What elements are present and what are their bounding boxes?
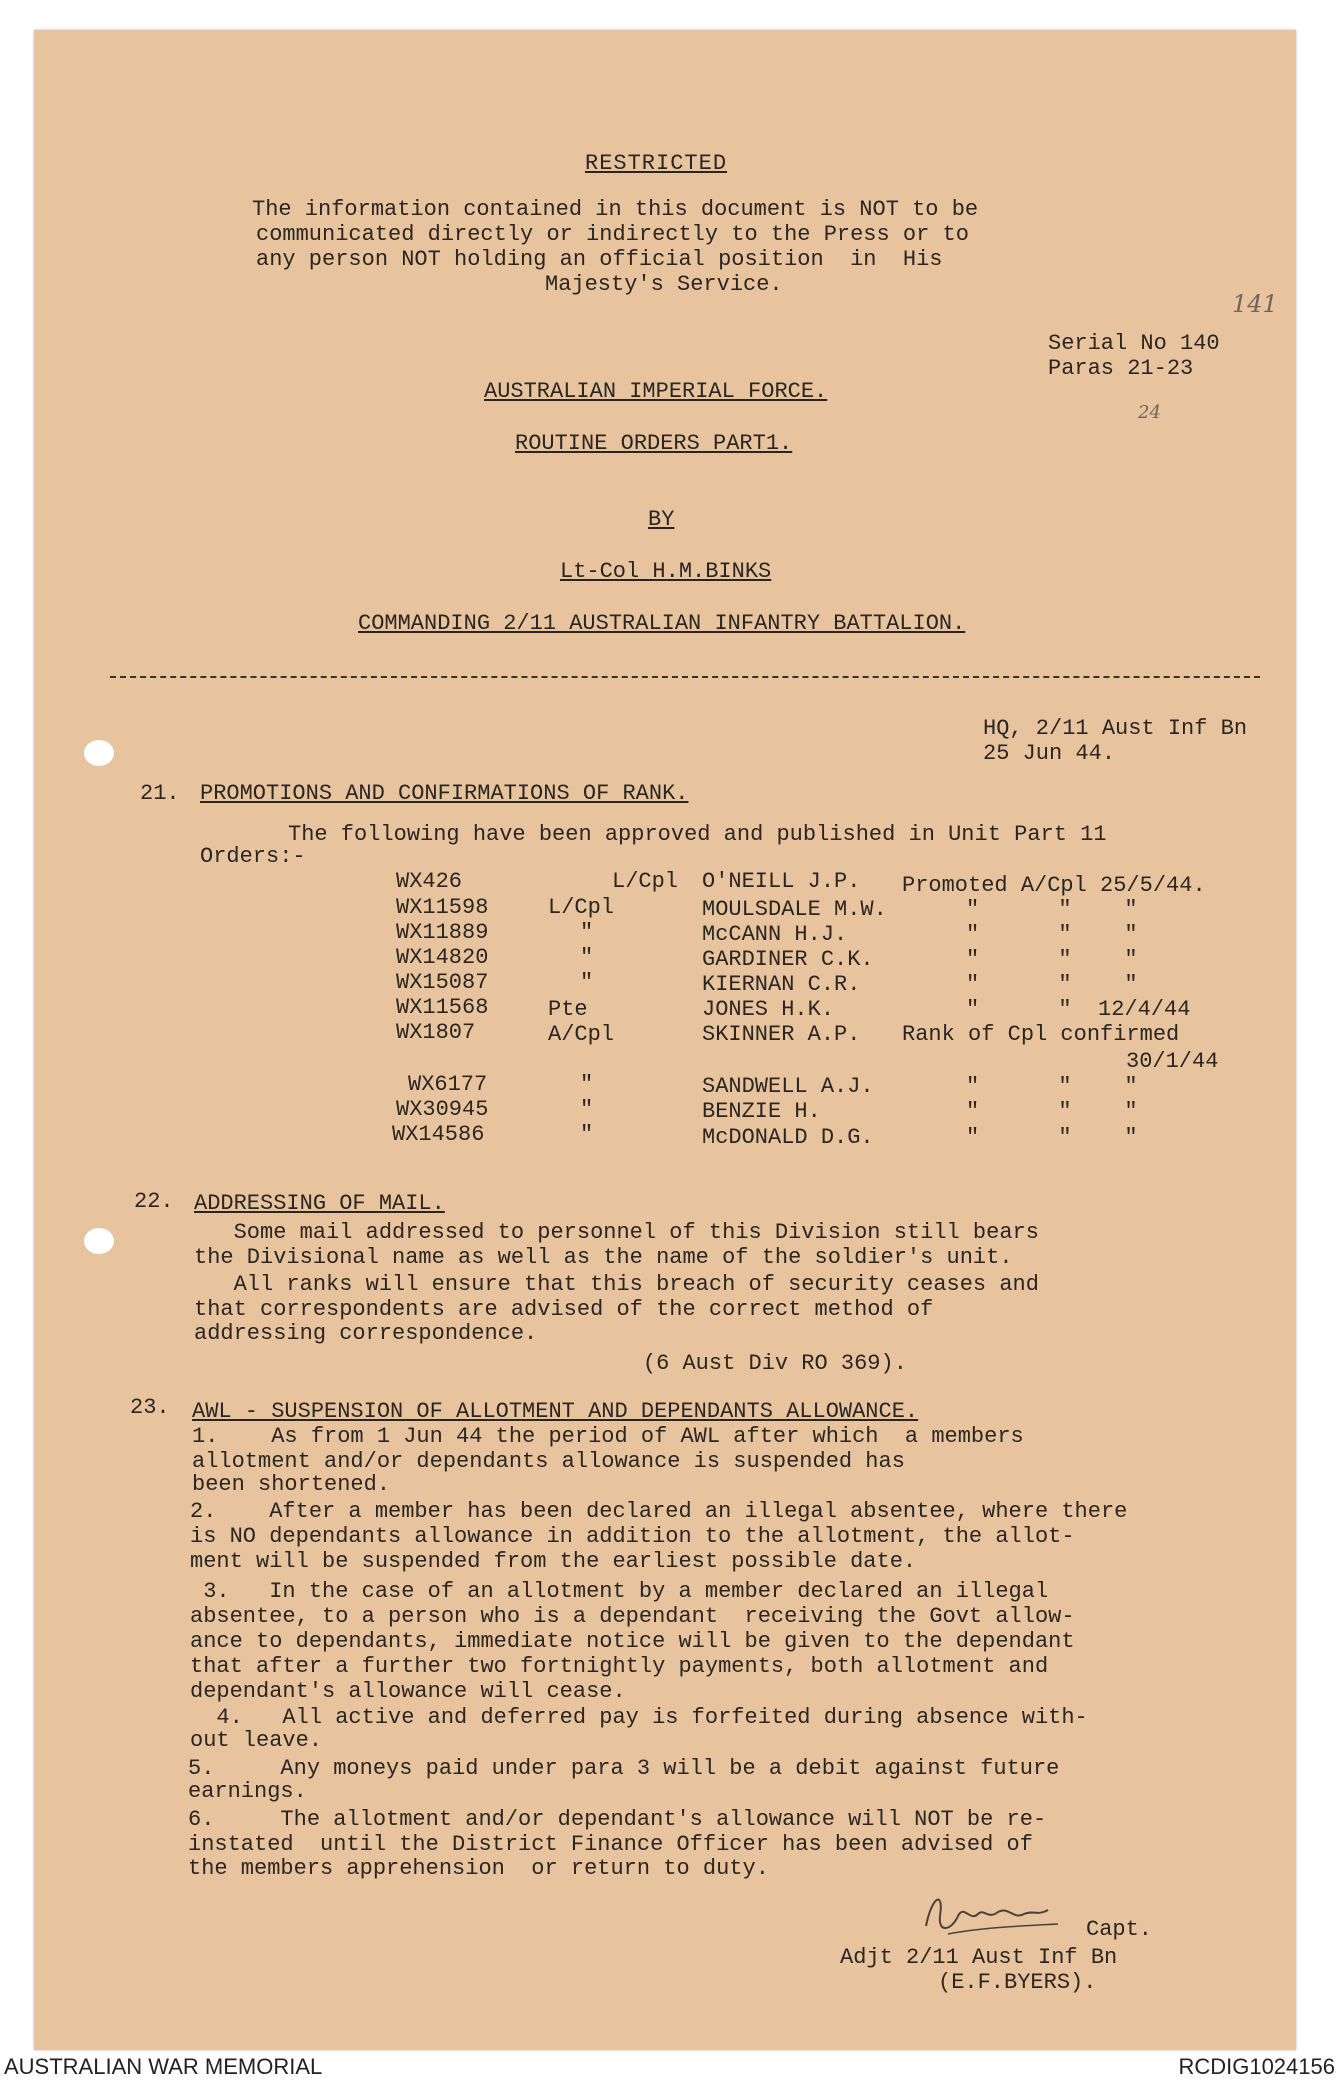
- rank: L/Cpl: [612, 869, 679, 894]
- archive-name: AUSTRALIAN WAR MEMORIAL: [4, 2054, 323, 2079]
- soldier-name: KIERNAN C.R.: [702, 972, 861, 997]
- service-number: WX426: [396, 869, 463, 894]
- para-23-line: earnings.: [188, 1779, 307, 1804]
- action: Rank of Cpl confirmed: [902, 1022, 1180, 1047]
- action: " " ": [966, 922, 1138, 947]
- action: " " ": [966, 947, 1138, 972]
- handwritten-141: 141: [1232, 290, 1278, 318]
- action: " " ": [966, 972, 1138, 997]
- service-number: WX11598: [396, 895, 489, 920]
- rank: ": [580, 920, 594, 945]
- handwritten-signature: [918, 1886, 1078, 1946]
- service-number: WX11568: [396, 995, 489, 1020]
- para-21-intro-cont: Orders:-: [200, 844, 306, 869]
- title-force: AUSTRALIAN IMPERIAL FORCE.: [484, 379, 828, 404]
- para-22-line: that correspondents are advised of the correct method of: [194, 1297, 934, 1322]
- para-22-line: the Divisional name as well as the name of the soldier's unit.: [194, 1245, 1013, 1270]
- rank: ": [580, 1122, 594, 1147]
- para-23-line: that after a further two fortnightly payments, both allotment and: [190, 1654, 1049, 1679]
- title-orders: ROUTINE ORDERS PART1.: [515, 431, 793, 456]
- soldier-name: JONES H.K.: [702, 997, 835, 1022]
- serial-number: Serial No 140: [1048, 331, 1220, 356]
- para-22-heading: ADDRESSING OF MAIL.: [194, 1191, 445, 1216]
- archive-reference: RCDIG1024156: [1178, 2054, 1335, 2079]
- para-21-heading: PROMOTIONS AND CONFIRMATIONS OF RANK.: [200, 781, 689, 806]
- para-23-line: absentee, to a person who is a dependant receiving the Govt allow-: [190, 1604, 1075, 1629]
- separator-dashed: [110, 676, 1260, 678]
- service-number: WX6177: [408, 1072, 488, 1097]
- para-22-line: Some mail addressed to personnel of this Division still bears: [194, 1220, 1039, 1245]
- para-21-intro: The following have been approved and published in Unit Part 11: [288, 822, 1107, 847]
- security-line-2: communicated directly or indirectly to the Press or to: [256, 222, 969, 247]
- para-23-line: 6. The allotment and/or dependant's allowance will NOT be re-: [188, 1807, 1047, 1832]
- hq-location: HQ, 2/11 Aust Inf Bn: [983, 716, 1248, 741]
- security-line-4: Majesty's Service.: [545, 272, 783, 297]
- para-21-number: 21.: [140, 781, 180, 806]
- service-number: WX14586: [392, 1122, 485, 1147]
- rank: ": [580, 970, 594, 995]
- service-number: WX1807: [396, 1020, 476, 1045]
- soldier-name: O'NEILL J.P.: [702, 869, 861, 894]
- soldier-name: McDONALD D.G.: [702, 1125, 874, 1150]
- signature-appointment: Adjt 2/11 Aust Inf Bn: [840, 1945, 1118, 1970]
- handwritten-24: 24: [1138, 402, 1161, 423]
- punch-hole: [84, 1228, 114, 1254]
- para-23-line: 4. All active and deferred pay is forfeited during absence with-: [190, 1705, 1088, 1730]
- title-commanding: COMMANDING 2/11 AUSTRALIAN INFANTRY BATTALION.: [358, 611, 966, 636]
- security-line-3: any person NOT holding an official position in His: [256, 247, 943, 272]
- para-22-reference: (6 Aust Div RO 369).: [194, 1351, 907, 1376]
- soldier-name: SANDWELL A.J.: [702, 1074, 874, 1099]
- order-date: 25 Jun 44.: [983, 741, 1116, 766]
- rank: Pte: [548, 997, 588, 1022]
- action: Promoted A/Cpl 25/5/44.: [902, 873, 1206, 898]
- signature-rank: Capt.: [1086, 1917, 1153, 1942]
- soldier-name: McCANN H.J.: [702, 922, 848, 947]
- rank: ": [580, 945, 594, 970]
- action: " " ": [966, 1074, 1138, 1099]
- paras-range: Paras 21-23: [1048, 356, 1194, 381]
- para-23-line: ance to dependants, immediate notice will be given to the dependant: [190, 1629, 1075, 1654]
- signature-name: (E.F.BYERS).: [938, 1970, 1097, 1995]
- para-23-line: 2. After a member has been declared an illegal absentee, where there: [190, 1499, 1128, 1524]
- service-number: WX30945: [396, 1097, 489, 1122]
- action: " " ": [966, 897, 1138, 922]
- para-23-line: dependant's allowance will cease.: [190, 1679, 626, 1704]
- para-23-line: allotment and/or dependants allowance is suspended has: [192, 1449, 905, 1474]
- para-23-line: 5. Any moneys paid under para 3 will be a debit against future: [188, 1756, 1060, 1781]
- para-23-number: 23.: [130, 1395, 170, 1420]
- para-23-line: instated until the District Finance Officer has been advised of: [188, 1832, 1033, 1857]
- para-23-line: ment will be suspended from the earliest possible date.: [190, 1549, 917, 1574]
- soldier-name: GARDINER C.K.: [702, 947, 874, 972]
- rank: ": [580, 1072, 594, 1097]
- rank: A/Cpl: [548, 1022, 615, 1047]
- action: " " ": [966, 1099, 1138, 1124]
- para-23-line: out leave.: [190, 1728, 323, 1753]
- action: " " 12/4/44: [966, 997, 1191, 1022]
- security-line-1: The information contained in this document is NOT to be: [252, 197, 979, 222]
- archive-footer: [0, 2052, 1343, 2082]
- action: 30/1/44: [1126, 1049, 1219, 1074]
- service-number: WX15087: [396, 970, 489, 995]
- soldier-name: BENZIE H.: [702, 1099, 821, 1124]
- title-commander: Lt-Col H.M.BINKS: [560, 559, 772, 584]
- para-23-line: been shortened.: [192, 1472, 391, 1497]
- para-23-line: the members apprehension or return to duty.: [188, 1856, 769, 1881]
- para-23-heading: AWL - SUSPENSION OF ALLOTMENT AND DEPENDANTS ALLOWANCE.: [192, 1399, 919, 1424]
- title-by: BY: [648, 507, 675, 532]
- rank: L/Cpl: [548, 895, 615, 920]
- para-22-number: 22.: [134, 1189, 174, 1214]
- service-number: WX14820: [396, 945, 489, 970]
- service-number: WX11889: [396, 920, 489, 945]
- soldier-name: SKINNER A.P.: [702, 1022, 861, 1047]
- soldier-name: MOULSDALE M.W.: [702, 897, 887, 922]
- para-22-line: All ranks will ensure that this breach of security ceases and: [194, 1272, 1039, 1297]
- punch-hole: [84, 740, 114, 766]
- restricted-heading: RESTRICTED: [585, 151, 728, 176]
- para-22-line: addressing correspondence.: [194, 1321, 538, 1346]
- para-23-line: 3. In the case of an allotment by a member declared an illegal: [190, 1579, 1049, 1604]
- rank: ": [580, 1097, 594, 1122]
- para-23-line: 1. As from 1 Jun 44 the period of AWL after which a members: [192, 1424, 1024, 1449]
- action: " " ": [966, 1125, 1138, 1150]
- para-23-line: is NO dependants allowance in addition to the allotment, the allot-: [190, 1524, 1075, 1549]
